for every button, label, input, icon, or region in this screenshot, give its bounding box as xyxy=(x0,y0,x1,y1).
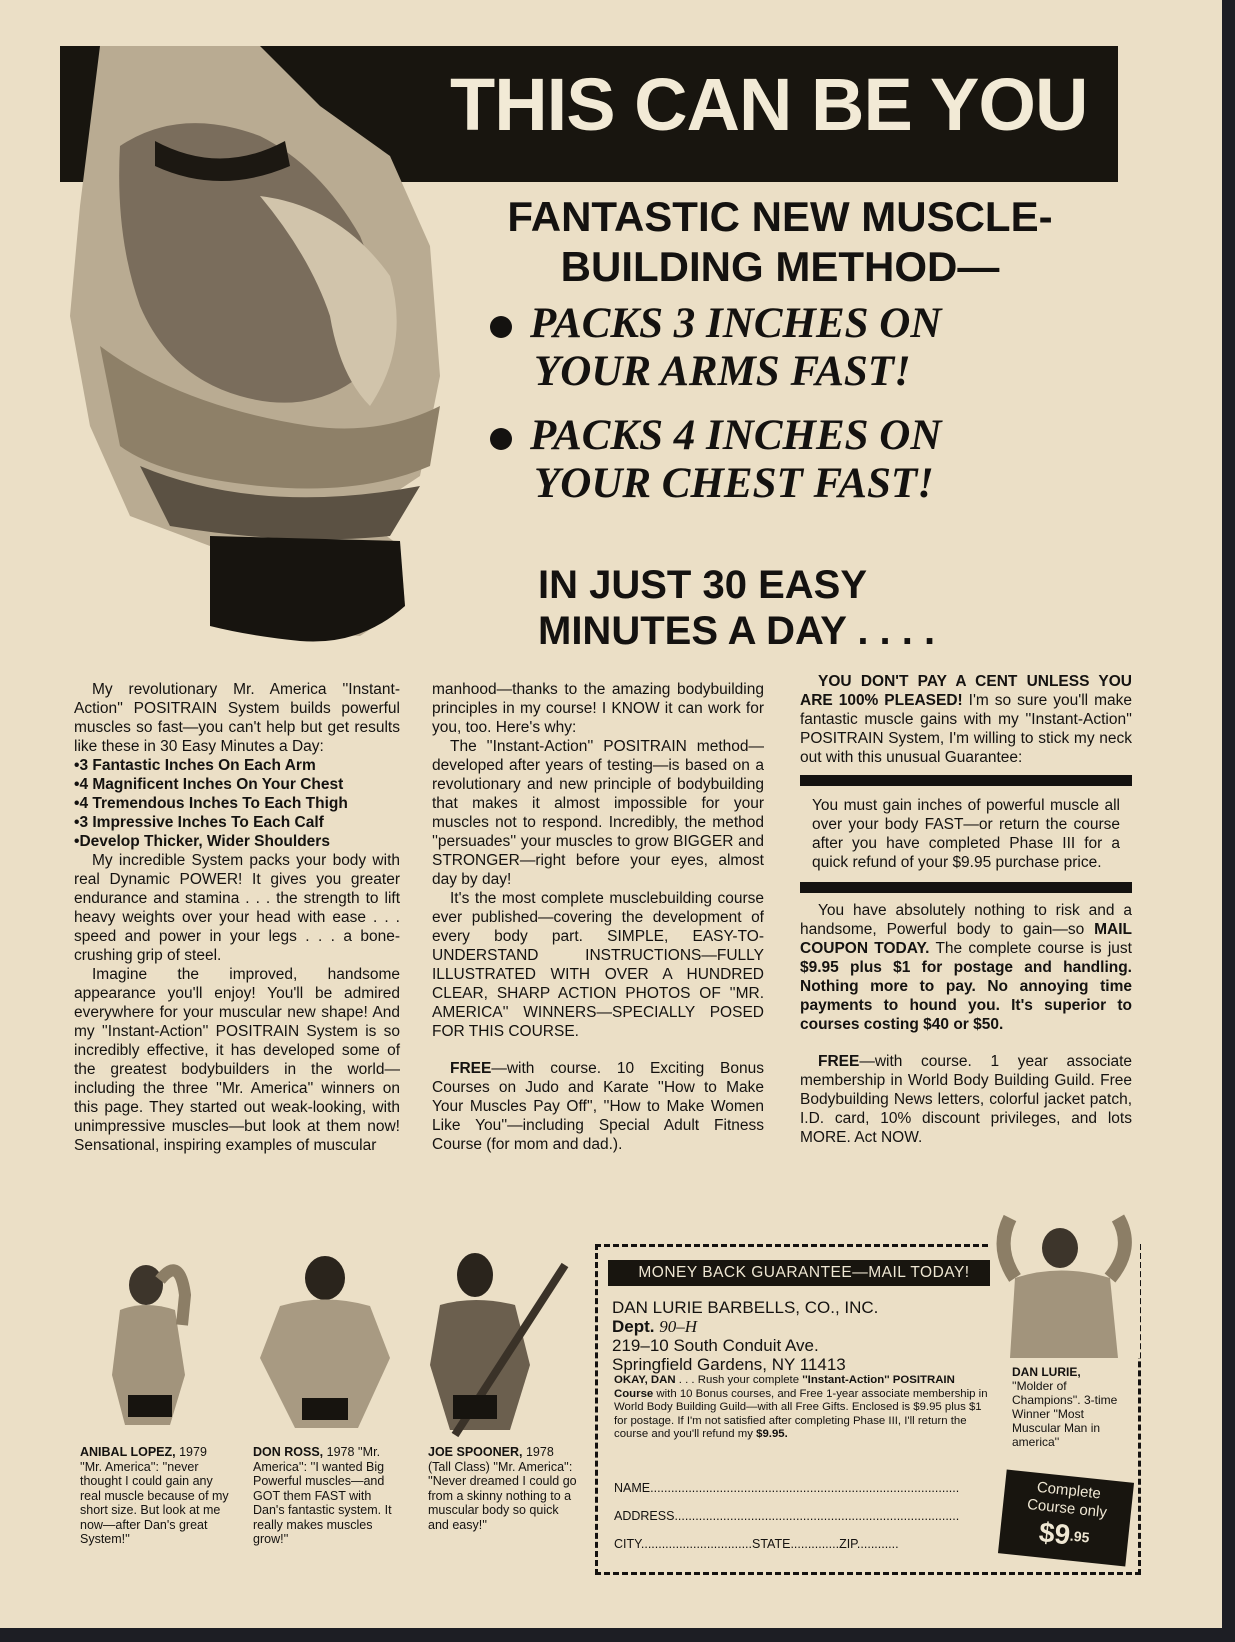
company-name: DAN LURIE BARBELLS, CO., INC. xyxy=(612,1298,879,1317)
col1-intro: My revolutionary Mr. America ''Instant-Action'' POSITRAIN System builds powerful muscles so fast—you can't help but get results like these in 30 Easy Minutes a Day: xyxy=(74,681,400,755)
guarantee-rule-bottom xyxy=(800,882,1132,893)
dan-lurie-caption xyxy=(1012,1365,1127,1449)
col2-free-offer xyxy=(432,1059,764,1154)
name-label: NAME xyxy=(614,1481,651,1495)
winner-quote: 1979 ''Mr. America'': ''never thought I could gain any real muscle because of my short size. But look at me now—after Dan's great System!'' xyxy=(80,1445,229,1546)
col2-paragraph-1: manhood—thanks to the amazing bodybuilding principles in my course! I KNOW it can work for you, too. Here's why: xyxy=(432,681,764,736)
body-column-2 xyxy=(432,680,764,1154)
mail-coupon-cta: MAIL COUPON TODAY. xyxy=(800,921,1132,957)
coupon-text: with 10 Bonus courses, and Free 1-year associate membership in World Body Building Guild—with all Free Gifts. Enclosed is $9.95 plus $1 for postage. If I'm not satisfied after completing Phase III, I'll return the course and you'll refund my xyxy=(614,1387,988,1440)
banner-title: THIS CAN BE YOU xyxy=(450,63,1088,146)
winner-quote: 1978 ''Mr. America'': ''I wanted Big Powerful muscles—and GOT them FAST with Dan's fantastic system. It really makes muscles grow!'' xyxy=(253,1445,392,1546)
bodybuilder-photo xyxy=(60,46,480,666)
winner-caption-ross xyxy=(253,1445,403,1547)
bullet-chest xyxy=(490,412,1090,508)
col3-free-offer xyxy=(800,1052,1132,1147)
course-name: ''Instant-Action'' POSITRAIN Course xyxy=(614,1374,955,1400)
winner-name: JOE SPOONER, xyxy=(428,1445,523,1459)
bullet-chest-line-2: YOUR CHEST FAST! xyxy=(534,460,934,507)
col3-lead xyxy=(800,672,1132,767)
zip-label: ZIP xyxy=(839,1537,857,1551)
city-address: Springfield Gardens, NY 11413 xyxy=(612,1355,846,1374)
benefit-item: • 4 Tremendous Inches To Each Thigh xyxy=(74,794,400,813)
state-label: STATE xyxy=(752,1537,791,1551)
subheadline-line-2: MINUTES A DAY . . . . xyxy=(538,609,936,653)
winner-name: ANIBAL LOPEZ, xyxy=(80,1445,176,1459)
price-amount: $9 xyxy=(1037,1516,1072,1551)
price-line-2: Course only xyxy=(1026,1495,1108,1522)
city-state-zip-field[interactable]: CITY................................STATE..............ZIP............ xyxy=(614,1537,899,1551)
dan-lurie-title: ''Molder of Champions''. 3-time Winner ''Most Muscular Man in america'' xyxy=(1012,1379,1118,1449)
coupon-body xyxy=(614,1374,994,1442)
col3-p2-text: The complete course is just xyxy=(929,940,1132,957)
price-text: $9.95 plus $1 for postage and handling. Nothing more to pay. No annoying time payments to hound you. It's superior to courses costing $40 or $50. xyxy=(800,959,1132,1033)
bullet-arms-line-2: YOUR ARMS FAST! xyxy=(534,348,911,395)
col2-paragraph-3: It's the most complete musclebuilding course ever published—covering the development of every body part. SIMPLE, EASY-TO-UNDERSTAND INSTRUCTIONS—FULLY ILLUSTRATED WITH OVER A HUNDRED CLEAR, SHARP ACTION PHOTOS OF ''MR. AMERICA'' WINNERS—SPECIALLY POSED FOR THIS COURSE. xyxy=(432,890,764,1040)
subheadline xyxy=(538,562,1058,654)
dan-lurie-name: DAN LURIE, xyxy=(1012,1365,1081,1379)
okay-dan: OKAY, DAN xyxy=(614,1374,676,1386)
winner-quote: 1978 (Tall Class) ''Mr. America'': ''Never dreamed I could go from a skinny nothing to a muscular body so quick and easy!'' xyxy=(428,1445,577,1532)
free-label: FREE xyxy=(818,1053,860,1070)
free-offer-text: —with course. 10 Exciting Bonus Courses on Judo and Karate ''How to Make Your Muscles Pay Off'', ''How to Make Women Like You''—including Special Adult Fitness Course (for mom and dad.). xyxy=(432,1060,764,1153)
bullet-arms-line-1: PACKS 3 INCHES ON xyxy=(530,300,942,347)
headline-line-1: FANTASTIC NEW MUSCLE- xyxy=(507,193,1053,240)
coupon-text: . . . Rush your complete xyxy=(675,1374,803,1386)
col1-paragraph-3: Imagine the improved, handsome appearance you'll enjoy! You'll be admired everywhere for your muscular new shape! And my ''Instant-Action'' POSITRAIN System is so incredibly effective, it has developed some of the greatest bodybuilders in the world—including the three ''Mr. America'' winners on this page. They started out weak-looking, with unimpressive muscles—but look at them now! Sensational, inspiring examples of muscular xyxy=(74,966,400,1154)
winner-caption-spooner xyxy=(428,1445,578,1532)
city-label: CITY xyxy=(614,1537,641,1551)
winner-photo-ross xyxy=(240,1248,410,1438)
headline xyxy=(460,192,1100,292)
benefit-item: • 3 Fantastic Inches On Each Arm xyxy=(74,756,400,775)
bullet-chest-line-1: PACKS 4 INCHES ON xyxy=(530,412,942,459)
benefits-list xyxy=(74,756,400,851)
body-column-3 xyxy=(800,672,1132,1147)
coupon-form xyxy=(614,1474,994,1558)
bullet-arms xyxy=(490,300,1090,396)
address-field[interactable]: ADDRESS.................................................................................. xyxy=(614,1509,960,1523)
subheadline-line-1: IN JUST 30 EASY xyxy=(538,563,868,607)
price-line-1: Complete xyxy=(1036,1478,1102,1503)
coupon-tag: MONEY BACK GUARANTEE—MAIL TODAY! xyxy=(608,1260,1000,1286)
dept-value: 90–H xyxy=(659,1317,698,1336)
address-label: ADDRESS xyxy=(614,1509,675,1523)
col3-paragraph-2 xyxy=(800,901,1132,1034)
benefit-item: • 3 Impressive Inches To Each Calf xyxy=(74,813,400,832)
winner-photo-lopez xyxy=(90,1255,210,1435)
col2-paragraph-2: The ''Instant-Action'' POSITRAIN method—developed after years of testing—is based on a revolutionary and new principle of bodybuilding that makes it almost impossible for your muscles not to respond. Incredibly, the method ''persuades'' your muscles to grow BIGGER and STRONGER—right before your eyes, almost day by day! xyxy=(432,738,764,888)
col1-paragraph-2: My incredible System packs your body with real Dynamic POWER! It gives you greater endurance and stamina . . . the strength to lift heavy weights over your head with ease . . . speed and power in your legs . . . a bone-crushing grip of steel. xyxy=(74,852,400,964)
free-offer-text: —with course. 1 year associate membership in World Body Building Guild. Free Bodybuilding News letters, colorful jacket patch, I.D. card, 10% discount privileges, and lots MORE. Act NOW. xyxy=(800,1053,1132,1146)
guarantee-text: You must gain inches of powerful muscle all over your body FAST—or return the course after you have completed Phase III for a quick refund of your $9.95 purchase price. xyxy=(812,797,1120,871)
refund-amount: $9.95. xyxy=(756,1428,788,1440)
guarantee-rule-top xyxy=(800,775,1132,786)
dan-lurie-photo xyxy=(990,1208,1140,1358)
body-column-1 xyxy=(74,680,400,1155)
price-tag xyxy=(998,1470,1134,1567)
dept-line xyxy=(612,1317,1012,1336)
free-label: FREE xyxy=(450,1060,492,1077)
headline-line-2: BUILDING METHOD— xyxy=(560,243,1000,290)
benefit-item: • Develop Thicker, Wider Shoulders xyxy=(74,832,400,851)
price-cents: .95 xyxy=(1069,1527,1091,1546)
dept-label: Dept. xyxy=(612,1317,655,1336)
col3-lead-text: I'm so sure you'll make fantastic muscle gains with my ''Instant-Action'' POSITRAIN System, I'm willing to stick my neck out with this unusual Guarantee: xyxy=(800,692,1132,766)
bullet-dot-icon xyxy=(490,428,512,450)
name-field[interactable]: NAME......................................................................................... xyxy=(614,1481,960,1495)
winner-photo-spooner xyxy=(415,1245,575,1440)
coupon-address xyxy=(612,1298,1012,1374)
winner-caption-lopez xyxy=(80,1445,230,1547)
winner-name: DON ROSS, xyxy=(253,1445,324,1459)
street-address: 219–10 South Conduit Ave. xyxy=(612,1336,819,1355)
benefit-item: • 4 Magnificent Inches On Your Chest xyxy=(74,775,400,794)
col3-p2-text: You have absolutely nothing to risk and a handsome, Powerful body to gain—so xyxy=(800,902,1132,938)
bullet-dot-icon xyxy=(490,316,512,338)
no-risk-heading: YOU DON'T PAY A CENT UNLESS YOU ARE 100% PLEASED! xyxy=(800,673,1132,709)
